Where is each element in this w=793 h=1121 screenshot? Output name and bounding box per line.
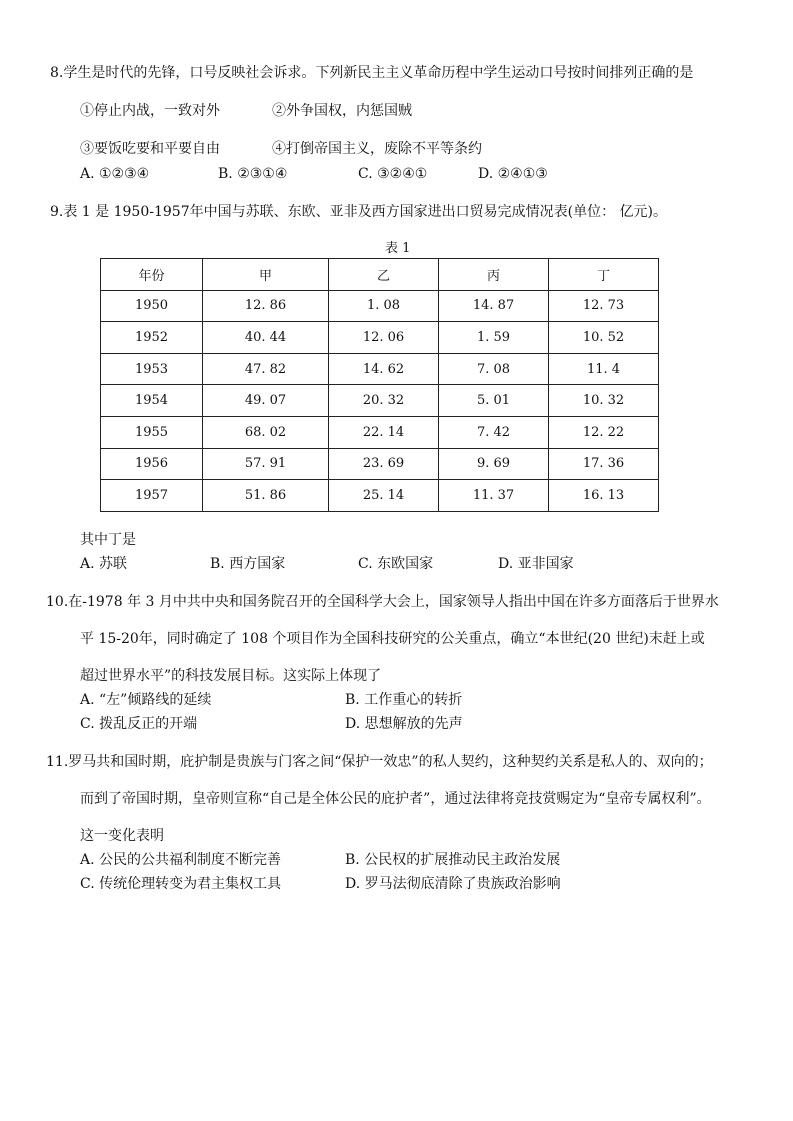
cell: 1954 bbox=[101, 385, 203, 417]
cell: 1. 08 bbox=[329, 290, 439, 322]
cell: 40. 44 bbox=[203, 322, 329, 354]
cell: 7. 08 bbox=[439, 353, 549, 385]
q8-option-b[interactable]: B. ②③①④ bbox=[218, 166, 288, 182]
q9-option-a[interactable]: A. 苏联 bbox=[80, 556, 128, 572]
trade-table bbox=[100, 258, 659, 512]
table-row bbox=[101, 353, 659, 385]
table-row bbox=[101, 290, 659, 322]
cell: 11. 4 bbox=[549, 353, 659, 385]
cell: 47. 82 bbox=[203, 353, 329, 385]
cell: 12. 06 bbox=[329, 322, 439, 354]
cell: 23. 69 bbox=[329, 448, 439, 480]
cell: 1953 bbox=[101, 353, 203, 385]
q11-stem-line3: 这一变化表明 bbox=[80, 828, 164, 844]
cell: 12. 73 bbox=[549, 290, 659, 322]
q10-option-a[interactable]: A. “左”倾路线的延续 bbox=[80, 692, 212, 708]
q8-stem: 8.学生是时代的先锋，口号反映社会诉求。下列新民主主义革命历程中学生运动口号按时间排列正确的是 bbox=[50, 65, 694, 81]
table-title: 表 1 bbox=[385, 241, 411, 256]
cell: 9. 69 bbox=[439, 448, 549, 480]
header-yi: 乙 bbox=[329, 259, 439, 291]
q8-option-a[interactable]: A. ①②③④ bbox=[80, 166, 150, 182]
cell: 51. 86 bbox=[203, 480, 329, 512]
q11-stem-line1: 11.罗马共和国时期，庇护制是贵族与门客之间“保护一效忠”的私人契约，这种契约关系是私人的、双向的； bbox=[46, 754, 713, 770]
cell: 14. 87 bbox=[439, 290, 549, 322]
cell: 14. 62 bbox=[329, 353, 439, 385]
table-row bbox=[101, 480, 659, 512]
q9-option-d[interactable]: D. 亚非国家 bbox=[498, 556, 574, 572]
table-row bbox=[101, 385, 659, 417]
q9-stem: 9.表 1 是 1950-1957年中国与苏联、东欧、亚非及西方国家进出口贸易完成情况表(单位： 亿元)。 bbox=[50, 204, 667, 220]
q10-option-b[interactable]: B. 工作重心的转折 bbox=[345, 692, 463, 708]
q11-option-d[interactable]: D. 罗马法彻底清除了贵族政治影响 bbox=[345, 876, 561, 892]
table-row bbox=[101, 416, 659, 448]
header-jia: 甲 bbox=[203, 259, 329, 291]
cell: 25. 14 bbox=[329, 480, 439, 512]
cell: 1956 bbox=[101, 448, 203, 480]
q10-stem-line3: 超过世界水平”的科技发展目标。这实际上体现了 bbox=[80, 668, 382, 684]
q8-option-c[interactable]: C. ③②④① bbox=[358, 166, 428, 182]
q11-stem-line2: 而到了帝国时期，皇帝则宣称“自己是全体公民的庇护者”，通过法律将竞技赏赐定为“皇帝专属权利”。 bbox=[80, 791, 711, 807]
q11-option-b[interactable]: B. 公民权的扩展推动民主政治发展 bbox=[345, 852, 561, 868]
cell: 12. 86 bbox=[203, 290, 329, 322]
q8-item-4: ④打倒帝国主义，废除不平等条约 bbox=[272, 141, 482, 157]
header-bing: 丙 bbox=[439, 259, 549, 291]
q8-item-2: ②外争国权，内惩国贼 bbox=[272, 103, 412, 119]
q10-stem-line1: 10.在-1978 年 3 月中共中央和国务院召开的全国科学大会上，国家领导人指出中国在许多方面落后于世界水 bbox=[46, 594, 719, 610]
q9-option-b[interactable]: B. 西方国家 bbox=[210, 556, 286, 572]
cell: 1955 bbox=[101, 416, 203, 448]
cell: 12. 22 bbox=[549, 416, 659, 448]
table-row bbox=[101, 322, 659, 354]
cell: 1. 59 bbox=[439, 322, 549, 354]
cell: 1950 bbox=[101, 290, 203, 322]
q8-item-1: ①停止内战，一致对外 bbox=[80, 103, 220, 119]
cell: 10. 32 bbox=[549, 385, 659, 417]
cell: 1952 bbox=[101, 322, 203, 354]
table-row bbox=[101, 448, 659, 480]
cell: 16. 13 bbox=[549, 480, 659, 512]
cell: 1957 bbox=[101, 480, 203, 512]
cell: 49. 07 bbox=[203, 385, 329, 417]
q8-item-3: ③要饭吃要和平要自由 bbox=[80, 141, 220, 157]
cell: 22. 14 bbox=[329, 416, 439, 448]
cell: 10. 52 bbox=[549, 322, 659, 354]
q10-option-c[interactable]: C. 拨乱反正的开端 bbox=[80, 716, 198, 732]
cell: 57. 91 bbox=[203, 448, 329, 480]
q10-stem-line2: 平 15-20年，同时确定了 108 个项目作为全国科技研究的公关重点，确立“本世纪(20 世纪)末赶上或 bbox=[80, 631, 705, 647]
q9-option-c[interactable]: C. 东欧国家 bbox=[358, 556, 434, 572]
cell: 11. 37 bbox=[439, 480, 549, 512]
header-year: 年份 bbox=[101, 259, 203, 291]
cell: 68. 02 bbox=[203, 416, 329, 448]
cell: 5. 01 bbox=[439, 385, 549, 417]
table-header-row bbox=[101, 259, 659, 291]
cell: 7. 42 bbox=[439, 416, 549, 448]
q10-option-d[interactable]: D. 思想解放的先声 bbox=[345, 716, 463, 732]
q9-question: 其中丁是 bbox=[80, 532, 136, 548]
q11-option-a[interactable]: A. 公民的公共福利制度不断完善 bbox=[80, 852, 282, 868]
q8-option-d[interactable]: D. ②④①③ bbox=[478, 166, 548, 182]
cell: 17. 36 bbox=[549, 448, 659, 480]
header-ding: 丁 bbox=[549, 259, 659, 291]
cell: 20. 32 bbox=[329, 385, 439, 417]
q11-option-c[interactable]: C. 传统伦理转变为君主集权工具 bbox=[80, 876, 282, 892]
